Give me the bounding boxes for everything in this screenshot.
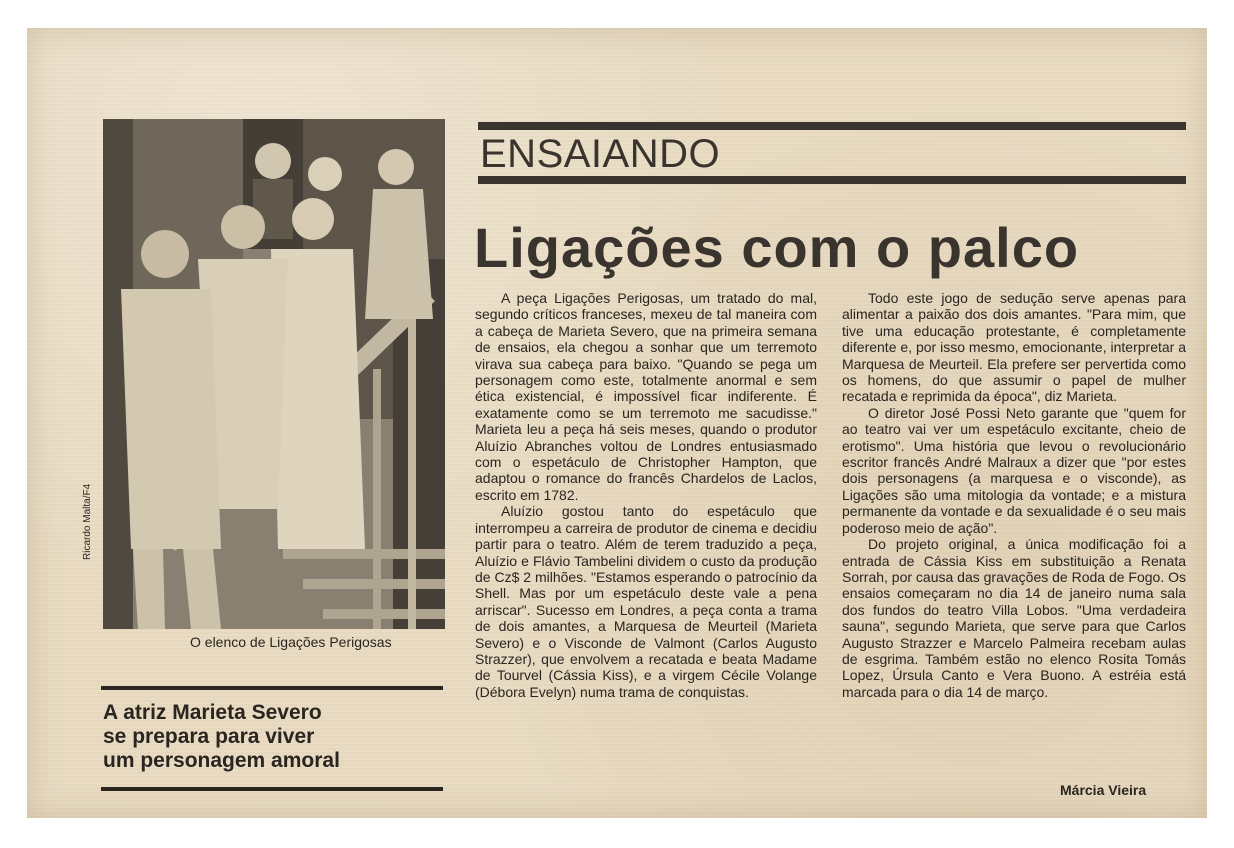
subhead-line: um personagem amoral [103,749,340,772]
subhead-line: se prepara para viver [103,725,315,748]
article-paragraph: Todo este jogo de sedução serve apenas para alimentar a paixão dos dois amantes. "Para mim, que tive uma educação protestante, é completamente diferente e, por isso mesmo, emocionante, interpretar a Marquesa de Meurteil. Ela prefere ser pervertida como os homens, do que assumir o papel de mulher recatada e reprimida da época", diz Marieta. [842,290,1186,405]
article-column-2 [842,290,1186,700]
subhead-bottom-rule [101,787,443,791]
article-paragraph: O diretor José Possi Neto garante que "quem for ao teatro vai ver um espetáculo excitante, cheio de erotismo". Uma história que levou o revolucionário escritor francês André Malraux a dizer que "por estes dois personagens (a marquesa e o visconde), as Ligações são uma mitologia da vontade; e a mistura permanente da vontade e da sexualidade é o seu mais poderoso meio de ação". [842,404,1186,536]
subhead-top-rule [101,686,443,690]
section-banner [478,118,1186,190]
photo-caption: O elenco de Ligações Perigosas [190,634,392,650]
article-paragraph: Do projeto original, a única modificação foi a entrada de Cássia Kiss em substituição a Renata Sorrah, por causa das gravações de Roda de Fogo. Os ensaios começaram no dia 14 de janeiro numa sala dos fundos do teatro Villa Lobos. "Uma verdadeira sauna", segundo Marieta, que serve para que Carlos Augusto Strazzer e Marcelo Palmeira recebam aulas de esgrima. Também estão no elenco Rosita Tomás Lopez, Úrsula Canto e Vera Buono. A estréia está marcada para o dia 14 de março. [842,536,1186,700]
subhead [103,701,443,773]
byline: Márcia Vieira [1060,782,1147,798]
section-label: ENSAIANDO [480,132,721,176]
article-column-1 [475,290,817,700]
article-paragraph: A peça Ligações Perigosas, um tratado do mal, segundo críticos franceses, mexeu de tal maneira com a cabeça de Marieta Severo, que na primeira semana de ensaios, ela chegou a sonhar que um terremoto virava sua cabeça para baixo. "Quando se pega um personagem como este, totalmente anormal e sem ética existencial, é impossível ficar indiferente. É exatamente como se um terremoto me sacudisse." Marieta leu a peça há seis meses, quando o produtor Aluízio Abranches voltou de Londres entusiasmado com o espetáculo de Christopher Hampton, que adaptou o romance do francês Chardelos de Laclos, escrito em 1782. [475,290,817,503]
cast-photo [103,119,445,629]
headline: Ligações com o palco [474,216,1080,279]
section-top-bar [478,122,1186,130]
section-bottom-bar [478,176,1186,184]
article-paragraph: Aluízio gostou tanto do espetáculo que interrompeu a carreira de produtor de cinema e decidiu partir para o teatro. Além de terem traduzido a peça, Aluízio e Flávio Tambelini dividem o custo da produção de Cz$ 2 milhões. "Estamos esperando o patrocínio da Shell. Mas por um espetáculo deste vale a pena arriscar". Sucesso em Londres, a peça conta a trama de dois amantes, a Marquesa de Meurteil (Marieta Severo) e o Visconde de Valmont (Carlos Augusto Strazzer), que envolvem a recatada e beata Madame de Tourvel (Cássia Kiss), e a virgem Cécile Volange (Débora Evelyn) numa trama de conquistas. [475,503,817,700]
photo-credit: Ricardo Malta/F4 [82,483,93,560]
subhead-line: A atriz Marieta Severo [103,701,322,724]
